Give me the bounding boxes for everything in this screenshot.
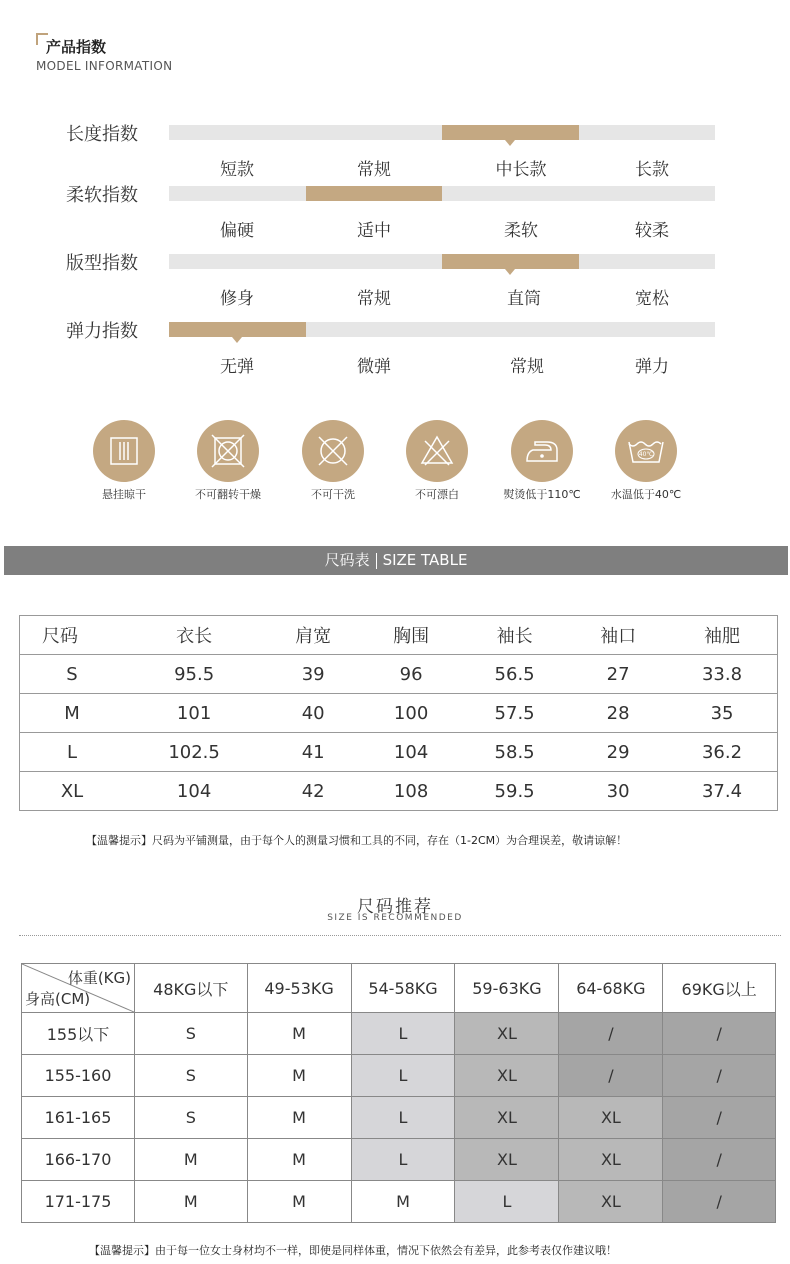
size-table-title: 尺码表 [324,551,370,569]
table-row [20,772,778,811]
recommend-size-cell: XL [455,1013,559,1055]
index-label-elasticity: 弹力指数 [66,321,138,342]
table-cell: 100 [362,694,460,733]
height-label-cell: 155-160 [22,1055,135,1097]
recommend-size-cell: L [351,1139,455,1181]
recommend-size-cell: XL [559,1181,663,1223]
care-label: 不可翻转干燥 [195,488,261,501]
table-row [20,733,778,772]
height-label-cell: 171-175 [22,1181,135,1223]
recommend-size-cell: XL [559,1097,663,1139]
table-cell: 37.4 [667,772,777,811]
no-tumble-dry-icon [197,420,259,482]
index-option: 无弹 [220,357,254,377]
recommend-size-cell: L [351,1097,455,1139]
recommend-header-row [22,964,776,1013]
table-cell: XL [20,772,125,811]
recommend-size-cell: / [663,1181,776,1223]
table-header-row [20,616,778,655]
care-label: 不可干洗 [311,488,355,501]
table-cell: M [20,694,125,733]
section-subtitle: MODEL INFORMATION [36,59,173,73]
table-cell: 96 [362,655,460,694]
table-cell: 95.5 [124,655,264,694]
recommend-size-cell: M [351,1181,455,1223]
corner-height-label: 身高(CM) [25,990,91,1008]
index-option: 长款 [635,160,669,180]
recommend-corner-cell [22,964,135,1013]
recommend-size-cell: XL [455,1055,559,1097]
table-cell: 101 [124,694,264,733]
size-recommend-table [21,963,776,1223]
hang-dry-icon [93,420,155,482]
recommend-size-cell: XL [559,1139,663,1181]
recommend-size-cell: M [247,1139,351,1181]
no-bleach-icon [406,420,468,482]
wash-40-icon [615,420,677,482]
section-title: 产品指数 [46,38,107,56]
recommend-size-cell: / [663,1097,776,1139]
recommend-size-cell: S [135,1097,248,1139]
table-cell: 57.5 [460,694,569,733]
table-cell: 104 [362,733,460,772]
no-dry-clean-icon [302,420,364,482]
table-cell: 56.5 [460,655,569,694]
size-table [19,615,778,811]
table-header-cell: 袖肥 [667,616,777,655]
table-cell: 39 [264,655,362,694]
index-option: 修身 [220,289,254,309]
index-selected-segment [306,186,443,201]
care-label: 悬挂晾干 [102,488,146,501]
table-cell: 102.5 [124,733,264,772]
recommend-size-cell: M [247,1097,351,1139]
recommend-size-cell: M [247,1013,351,1055]
table-cell: S [20,655,125,694]
table-header-cell: 胸围 [362,616,460,655]
size-table-subtitle: SIZE TABLE [382,551,468,569]
index-option: 较柔 [635,221,669,241]
corner-weight-label: 体重(KG) [67,969,131,987]
recommend-size-cell: L [351,1013,455,1055]
title-separator [376,553,377,569]
table-header-cell: 衣长 [124,616,264,655]
index-pointer-icon [505,140,515,146]
index-track-elasticity [169,322,715,337]
index-option: 微弹 [357,357,391,377]
table-row [22,1139,776,1181]
care-label: 熨烫低于110℃ [503,488,581,501]
recommend-note: 【温馨提示】由于每一位女士身材均不一样，即使是同样体重，情况下依然会有差异，此参考表仅作建议哦！ [89,1244,617,1257]
index-pointer-icon [232,337,242,343]
index-selected-segment [169,322,306,337]
table-header-cell: 肩宽 [264,616,362,655]
iron-low-icon [511,420,573,482]
table-cell: 33.8 [667,655,777,694]
index-option: 直筒 [507,289,541,309]
index-track-length [169,125,715,140]
index-option: 适中 [357,221,391,241]
index-track-fit [169,254,715,269]
table-cell: 28 [569,694,667,733]
recommend-size-cell: / [663,1013,776,1055]
table-cell: 41 [264,733,362,772]
recommend-size-cell: / [559,1013,663,1055]
recommend-size-cell: M [247,1181,351,1223]
table-header-cell: 袖长 [460,616,569,655]
index-label-fit: 版型指数 [66,253,138,274]
index-pointer-icon [505,269,515,275]
care-label: 水温低于40℃ [610,488,682,501]
index-track-softness [169,186,715,201]
table-cell: 42 [264,772,362,811]
recommend-size-cell: XL [455,1097,559,1139]
index-option: 柔软 [504,221,538,241]
recommend-size-cell: L [455,1181,559,1223]
care-label: 不可漂白 [415,488,459,501]
table-cell: 29 [569,733,667,772]
table-row [22,1181,776,1223]
table-row [20,655,778,694]
table-cell: 104 [124,772,264,811]
height-label-cell: 155以下 [22,1013,135,1055]
weight-header-cell: 59-63KG [455,964,559,1013]
index-option: 弹力 [635,357,669,377]
table-row [22,1097,776,1139]
index-label-length: 长度指数 [66,124,138,145]
table-cell: 36.2 [667,733,777,772]
size-table-section-bar [4,546,788,575]
index-option: 常规 [357,160,391,180]
recommend-size-cell: / [663,1055,776,1097]
table-cell: 27 [569,655,667,694]
recommend-size-cell: / [663,1139,776,1181]
index-option: 常规 [357,289,391,309]
wash-temperature-badge: 40℃ [638,451,654,458]
table-header-cell: 袖口 [569,616,667,655]
recommend-size-cell: S [135,1055,248,1097]
table-cell: 58.5 [460,733,569,772]
index-option: 常规 [510,357,544,377]
table-cell: 35 [667,694,777,733]
table-cell: L [20,733,125,772]
table-cell: 30 [569,772,667,811]
weight-header-cell: 64-68KG [559,964,663,1013]
recommend-size-cell: M [135,1181,248,1223]
height-label-cell: 166-170 [22,1139,135,1181]
index-option: 宽松 [635,289,669,309]
recommend-size-cell: M [135,1139,248,1181]
table-header-cell: 尺码 [20,616,125,655]
dotted-divider [19,935,781,936]
recommend-size-cell: M [247,1055,351,1097]
table-row [22,1055,776,1097]
index-label-softness: 柔软指数 [66,185,138,206]
weight-header-cell: 49-53KG [247,964,351,1013]
recommend-size-cell: L [351,1055,455,1097]
weight-header-cell: 54-58KG [351,964,455,1013]
recommend-size-cell: S [135,1013,248,1055]
recommend-size-cell: / [559,1055,663,1097]
weight-header-cell: 48KG以下 [135,964,248,1013]
index-option: 中长款 [495,160,547,180]
table-cell: 40 [264,694,362,733]
table-cell: 108 [362,772,460,811]
index-selected-segment [442,125,579,140]
height-label-cell: 161-165 [22,1097,135,1139]
size-table-note: 【温馨提示】尺码为平铺测量，由于每个人的测量习惯和工具的不同，存在（1-2CM）为合理误差，敬请谅解！ [86,834,628,847]
index-selected-segment [442,254,579,269]
weight-header-cell: 69KG以上 [663,964,776,1013]
index-option: 偏硬 [220,221,254,241]
index-option: 短款 [220,160,254,180]
table-row [20,694,778,733]
table-row [22,1013,776,1055]
recommend-title: 尺码推荐 [357,897,433,917]
table-cell: 59.5 [460,772,569,811]
recommend-subtitle: SIZE IS RECOMMENDED [327,913,463,923]
recommend-size-cell: XL [455,1139,559,1181]
